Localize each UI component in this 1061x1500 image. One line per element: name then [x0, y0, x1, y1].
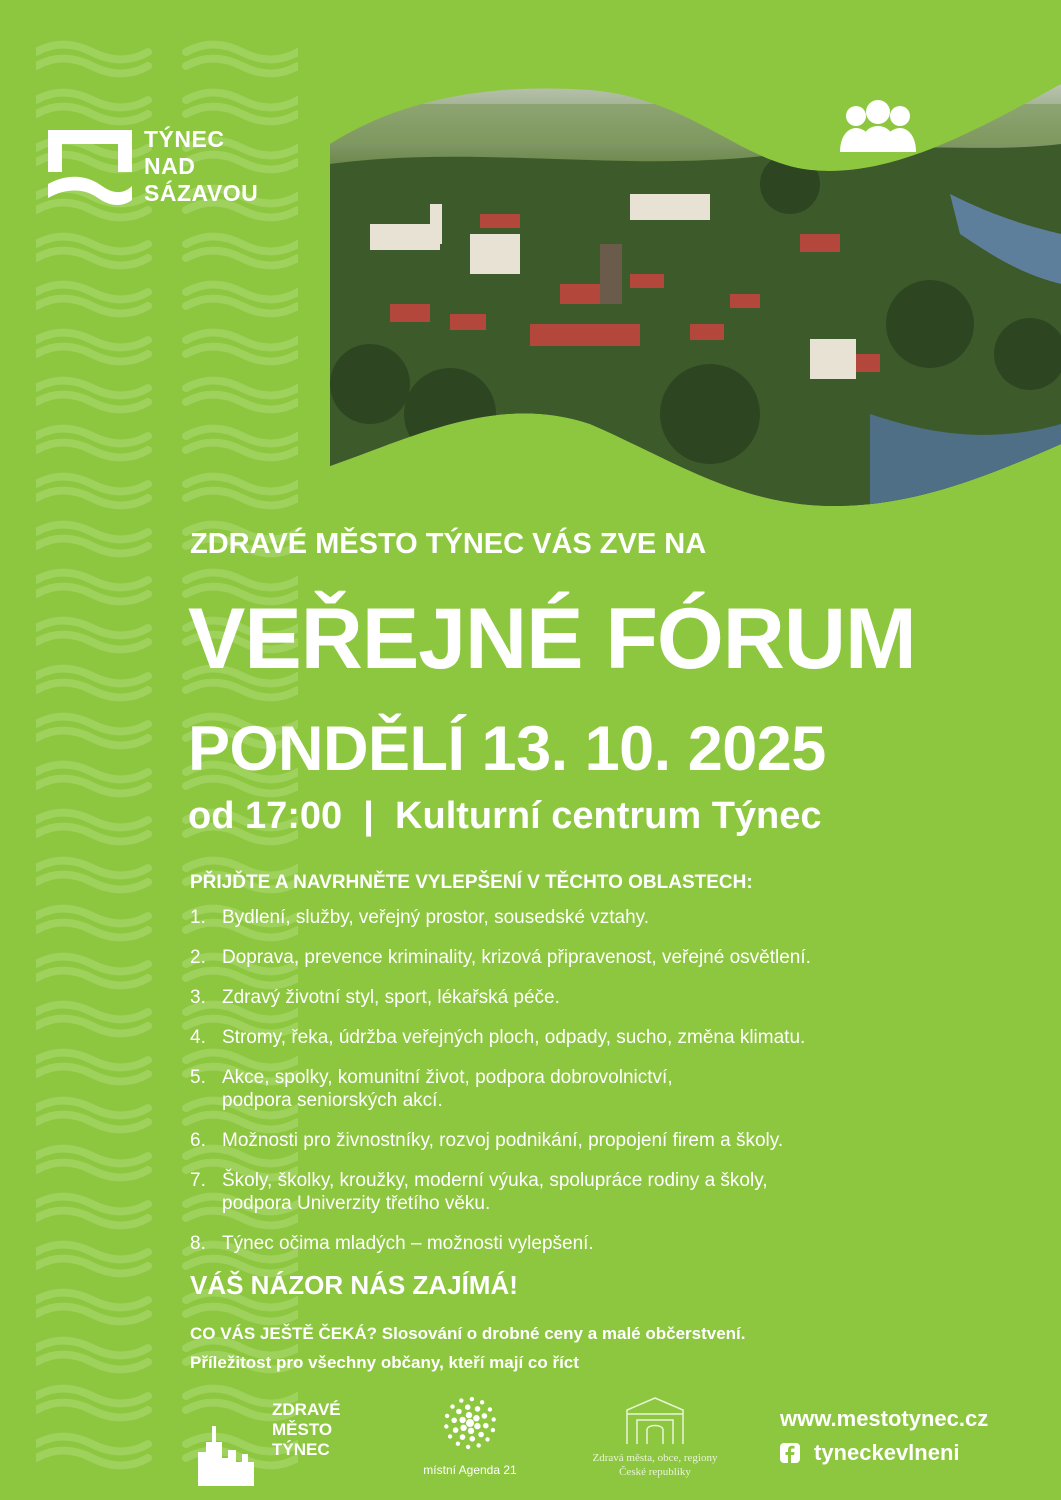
zdrave-mesto-logo: [196, 1400, 341, 1488]
topic-number: 1.: [190, 907, 206, 928]
opinion-heading: VÁŠ NÁZOR NÁS ZAJÍMÁ!: [190, 1270, 518, 1300]
town-name-line1: TÝNEC: [144, 126, 225, 152]
topic-number: 7.: [190, 1170, 206, 1191]
topic-text-continued: podpora Univerzity třetího věku.: [222, 1193, 491, 1214]
topic-number: 3.: [190, 987, 206, 1008]
topic-item: [190, 906, 990, 929]
tynec-logo-icon: [46, 126, 134, 214]
topic-number: 4.: [190, 1027, 206, 1048]
topic-item: [190, 946, 990, 969]
topic-number: 6.: [190, 1130, 206, 1151]
people-group-icon: [840, 98, 916, 154]
event-date: PONDĚLÍ 13. 10. 2025: [188, 714, 826, 784]
agenda21-logo: [414, 1392, 526, 1477]
zdrave-mesto-name: [272, 1400, 341, 1460]
invitation-line: ZDRAVÉ MĚSTO TÝNEC VÁS ZVE NA: [190, 528, 707, 560]
topic-item: [190, 1026, 990, 1049]
topic-text-block: [222, 1066, 990, 1112]
facebook-icon: [780, 1443, 800, 1463]
topic-item: [190, 1232, 990, 1255]
topic-item: [190, 1129, 990, 1152]
town-name-line2: NAD: [144, 153, 196, 179]
nszm-label-line1: Zdravá města, obce, regiony: [592, 1452, 718, 1464]
topic-text: Stromy, řeka, údržba veřejných ploch, odpady, sucho, změna klimatu.: [222, 1027, 806, 1048]
topic-text: Školy, školky, kroužky, moderní výuka, spolupráce rodiny a školy,: [222, 1170, 768, 1191]
topic-text: Týnec očima mladých – možnosti vylepšení.: [222, 1233, 594, 1254]
nszm-logo: [590, 1396, 720, 1479]
event-time-venue: od 17:00 | Kulturní centrum Týnec: [188, 795, 822, 837]
topic-text-block: [222, 1169, 990, 1215]
extras-note: CO VÁS JEŠTĚ ČEKÁ? Slosování o drobné ceny a malé občerstvení.: [190, 1324, 746, 1343]
nszm-icon: [623, 1396, 687, 1446]
topics-intro: PŘIJĎTE A NAVRHNĚTE VYLEPŠENÍ V TĚCHTO OBLASTECH:: [190, 872, 753, 893]
event-title: VEŘEJNÉ FÓRUM: [188, 591, 916, 687]
facebook-handle: tyneckevlneni: [814, 1440, 960, 1465]
topic-item: [190, 1169, 990, 1215]
topic-text: Bydlení, služby, veřejný prostor, sousedské vztahy.: [222, 907, 649, 928]
topic-text: Zdravý životní styl, sport, lékařská péče.: [222, 987, 560, 1008]
zdrave-mesto-line3: TÝNEC: [272, 1440, 330, 1459]
topic-text: Doprava, prevence kriminality, krizová připravenost, veřejné osvětlení.: [222, 947, 811, 968]
zdrave-mesto-line1: ZDRAVÉ: [272, 1400, 341, 1419]
topic-number: 2.: [190, 947, 206, 968]
topic-text: Možnosti pro živnostníky, rozvoj podnikání, propojení firem a školy.: [222, 1130, 784, 1151]
agenda21-icon: [439, 1392, 501, 1454]
topics-list: [190, 906, 990, 1272]
town-name-line3: SÁZAVOU: [144, 180, 259, 206]
facebook-link[interactable]: [780, 1440, 960, 1466]
agenda21-label: místní Agenda 21: [423, 1463, 517, 1477]
topic-item: [190, 1066, 990, 1112]
topic-number: 5.: [190, 1067, 206, 1088]
topic-text: Akce, spolky, komunitní život, podpora dobrovolnictví,: [222, 1067, 673, 1088]
topic-text-continued: podpora seniorských akcí.: [222, 1090, 443, 1111]
zdrave-mesto-line2: MĚSTO: [272, 1420, 333, 1439]
website-link[interactable]: www.mestotynec.cz: [780, 1406, 989, 1431]
zdrave-mesto-icon: [196, 1418, 258, 1488]
aerial-town-image: [330, 84, 1061, 514]
topic-number: 8.: [190, 1233, 206, 1254]
nszm-label-line2: České republiky: [619, 1466, 691, 1478]
invitation-note: Příležitost pro všechny občany, kteří mají co říct: [190, 1353, 579, 1372]
town-name: [144, 126, 258, 207]
topic-item: [190, 986, 990, 1009]
aerial-photo: [330, 84, 1061, 514]
town-logo: [46, 126, 258, 214]
